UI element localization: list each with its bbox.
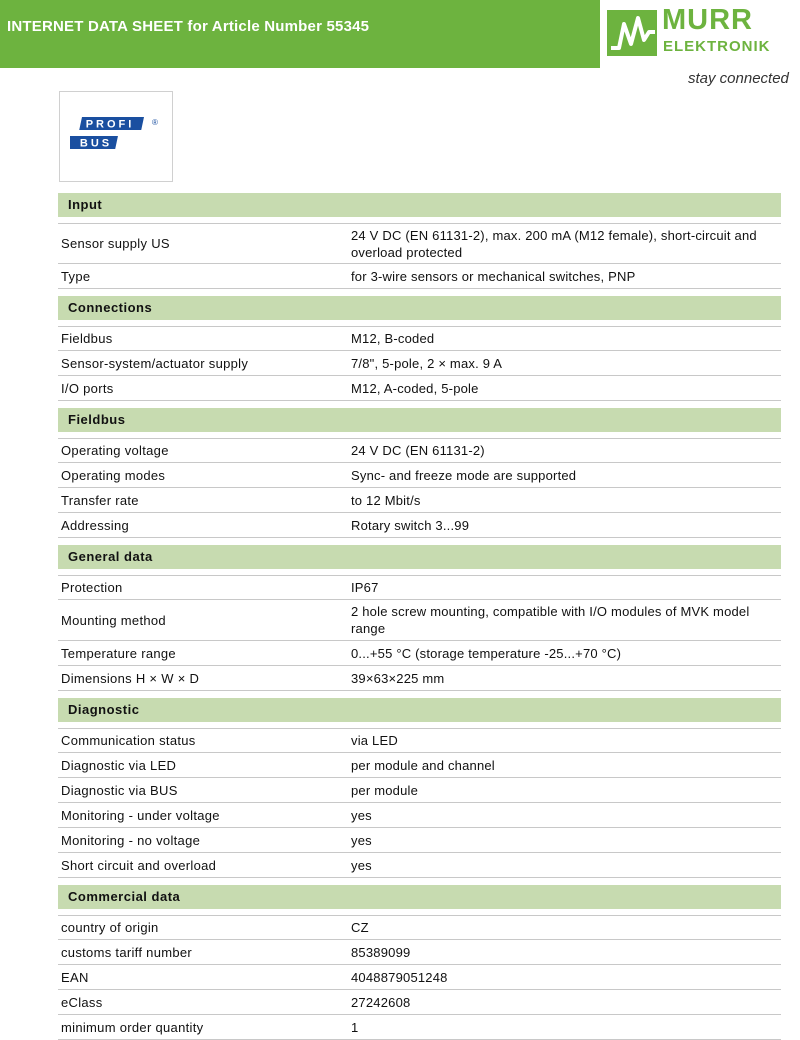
row-value: 24 V DC (EN 61131-2) bbox=[351, 443, 485, 458]
profibus-badge bbox=[59, 91, 173, 182]
row-value: for 3-wire sensors or mechanical switches, PNP bbox=[351, 268, 636, 284]
table-row bbox=[58, 915, 781, 940]
row-value: CZ bbox=[351, 920, 369, 935]
row-value: 24 V DC (EN 61131-2), max. 200 mA (M12 female), short-circuit and overload protected bbox=[351, 227, 757, 260]
row-value: yes bbox=[351, 807, 372, 823]
section-header: General data bbox=[58, 545, 781, 569]
table-row bbox=[58, 753, 781, 778]
table-row bbox=[58, 326, 781, 351]
row-label: Protection bbox=[61, 580, 123, 595]
table-row bbox=[58, 990, 781, 1015]
row-value: M12, B-coded bbox=[351, 331, 435, 346]
section-gap bbox=[58, 289, 781, 296]
row-label: Addressing bbox=[61, 517, 130, 533]
table-row bbox=[58, 803, 781, 828]
table-row bbox=[58, 600, 781, 641]
row-value: 7/8", 5-pole, 2 × max. 9 A bbox=[351, 355, 503, 371]
section-gap bbox=[58, 691, 781, 698]
section-gap bbox=[58, 538, 781, 545]
row-value: via LED bbox=[351, 733, 398, 748]
row-label: Diagnostic via BUS bbox=[61, 782, 178, 798]
row-value: 85389099 bbox=[351, 944, 411, 960]
row-label: EAN bbox=[61, 969, 89, 985]
table-row bbox=[58, 351, 781, 376]
row-value: 4048879051248 bbox=[351, 969, 448, 985]
page-title: INTERNET DATA SHEET for Article Number 55345 bbox=[7, 18, 370, 35]
row-value: 1 bbox=[351, 1019, 359, 1035]
section-header: Commercial data bbox=[58, 885, 781, 909]
row-label: Operating voltage bbox=[61, 443, 169, 458]
badge-text-bottom: BUS bbox=[79, 137, 113, 150]
row-label: eClass bbox=[61, 994, 103, 1010]
row-label: minimum order quantity bbox=[61, 1019, 204, 1035]
section-header: Diagnostic bbox=[58, 698, 781, 722]
row-label: Type bbox=[61, 268, 91, 284]
brand-elektronik: ELEKTRONIK bbox=[663, 38, 771, 55]
row-label: Sensor-system/actuator supply bbox=[61, 355, 249, 371]
row-value: 39×63×225 mm bbox=[351, 670, 445, 686]
table-row bbox=[58, 223, 781, 264]
table-row bbox=[58, 264, 781, 289]
section-gap bbox=[58, 878, 781, 885]
table-row bbox=[58, 828, 781, 853]
row-label: Communication status bbox=[61, 733, 196, 748]
row-value: per module and channel bbox=[351, 757, 495, 773]
badge-registered: ® bbox=[152, 118, 158, 127]
table-row bbox=[58, 1015, 781, 1040]
row-value: IP67 bbox=[351, 580, 379, 595]
row-value: yes bbox=[351, 857, 372, 873]
table-row bbox=[58, 488, 781, 513]
row-value: to 12 Mbit/s bbox=[351, 492, 421, 508]
row-label: Fieldbus bbox=[61, 331, 113, 346]
row-value: M12, A-coded, 5-pole bbox=[351, 380, 479, 396]
section-gap bbox=[58, 401, 781, 408]
table-row bbox=[58, 513, 781, 538]
row-label: Temperature range bbox=[61, 645, 176, 661]
profibus-logo-icon bbox=[70, 117, 162, 157]
badge-text-top: PROFI bbox=[85, 118, 135, 131]
row-label: Monitoring - under voltage bbox=[61, 807, 220, 823]
brand-murr: MURR bbox=[662, 4, 753, 36]
murr-logo-icon bbox=[607, 10, 657, 56]
section-header: Connections bbox=[58, 296, 781, 320]
table-row bbox=[58, 376, 781, 401]
row-label: Dimensions H × W × D bbox=[61, 670, 200, 686]
table-row bbox=[58, 463, 781, 488]
table-row bbox=[58, 940, 781, 965]
row-label: Transfer rate bbox=[61, 492, 139, 508]
brand-tagline: stay connected bbox=[688, 70, 789, 87]
table-row bbox=[58, 575, 781, 600]
section-header: Fieldbus bbox=[58, 408, 781, 432]
row-label: Operating modes bbox=[61, 467, 166, 483]
row-label: Mounting method bbox=[61, 612, 166, 628]
row-label: Short circuit and overload bbox=[61, 857, 217, 873]
table-row bbox=[58, 778, 781, 803]
row-value: 0...+55 °C (storage temperature -25...+70 °C) bbox=[351, 645, 622, 661]
table-row bbox=[58, 853, 781, 878]
section-header: Input bbox=[58, 193, 781, 217]
row-label: Diagnostic via LED bbox=[61, 757, 177, 773]
row-value: Sync- and freeze mode are supported bbox=[351, 467, 577, 483]
row-value: 27242608 bbox=[351, 994, 411, 1010]
table-row bbox=[58, 438, 781, 463]
row-label: I/O ports bbox=[61, 380, 114, 396]
data-sheet-table bbox=[58, 193, 781, 1040]
table-row bbox=[58, 641, 781, 666]
table-row bbox=[58, 728, 781, 753]
row-label: country of origin bbox=[61, 920, 159, 935]
table-row bbox=[58, 666, 781, 691]
row-value: 2 hole screw mounting, compatible with I/O modules of MVK model range bbox=[351, 604, 750, 636]
row-label: Sensor supply US bbox=[61, 236, 170, 251]
row-value: Rotary switch 3...99 bbox=[351, 517, 470, 533]
row-label: customs tariff number bbox=[61, 944, 193, 960]
row-value: per module bbox=[351, 782, 419, 798]
row-label: Monitoring - no voltage bbox=[61, 832, 201, 848]
table-row bbox=[58, 965, 781, 990]
row-value: yes bbox=[351, 832, 372, 848]
